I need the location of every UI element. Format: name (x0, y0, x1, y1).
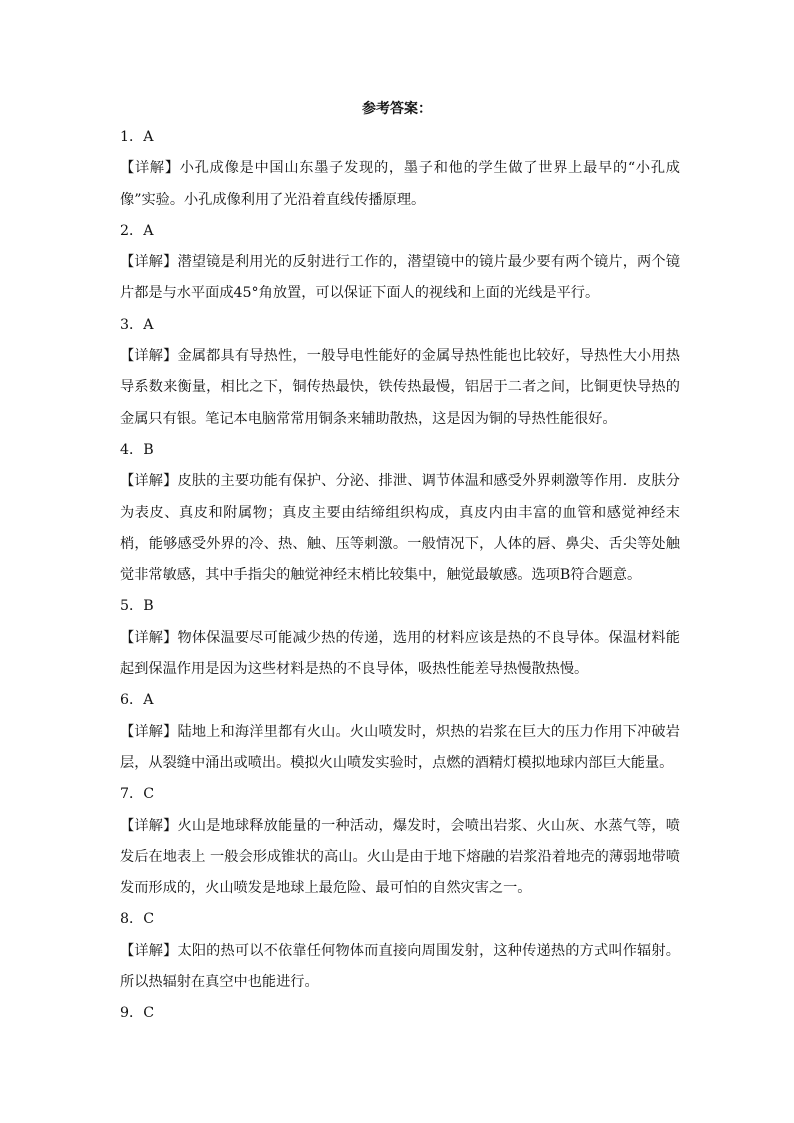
answer-item (120, 998, 680, 1029)
question-number: 9．C (120, 1005, 155, 1022)
explanation-text: 金属都具有导热性，一般导电性能好的金属导热性能也比较好，导热性大小用热导系数来衡量，相比之下，铜传热最快，铁传热最慢，铝居于二者之间，比铜更快导热的金属只有银。笔记本电脑常常用铜条来辅助散热，这是因为铜的导热性能很好。 (120, 348, 680, 427)
explanation-tag: 【详解】 (120, 348, 178, 365)
explanation-tag: 【详解】 (120, 942, 178, 959)
explanation (120, 811, 680, 905)
explanation (120, 153, 680, 216)
question-number: 8．C (120, 911, 155, 928)
question-number: 4．B (120, 441, 154, 458)
answer-item (120, 779, 680, 904)
answer-item (120, 435, 680, 591)
explanation-text: 陆地上和海洋里都有火山。火山喷发时，炽热的岩浆在巨大的压力作用下冲破岩层，从裂缝中涌出或喷出。模拟火山喷发实验时，点燃的酒精灯模拟地球内部巨大能量。 (120, 723, 680, 771)
explanation-tag: 【详解】 (120, 473, 178, 490)
answer-item (120, 685, 680, 779)
explanation (120, 341, 680, 435)
explanation-text: 太阳的热可以不依靠任何物体而直接向周围发射，这种传递热的方式叫作辐射。所以热辐射在真空中也能进行。 (120, 942, 680, 991)
explanation-tag: 【详解】 (120, 723, 178, 740)
explanation-text: 潜望镜是利用光的反射进行工作的，潜望镜中的镜片最少要有两个镜片，两个镜片都是与水平面成45°角放置，可以保证下面人的视线和上面的光线是平行。 (120, 254, 680, 302)
question-number: 3．A (120, 316, 154, 333)
explanation-tag: 【详解】 (120, 160, 180, 177)
explanation (120, 247, 680, 310)
page-title: 参考答案： (362, 101, 432, 117)
explanation-text: 小孔成像是中国山东墨子发现的，墨子和他的学生做了世界上最早的“小孔成像”实验。小孔成像利用了光沿着直线传播原理。 (120, 160, 680, 208)
answer-item (120, 310, 680, 435)
explanation (120, 717, 680, 780)
explanation (120, 936, 680, 999)
question-number: 5．B (120, 598, 154, 615)
explanation-tag: 【详解】 (120, 254, 178, 271)
answer-list (120, 122, 680, 1030)
question-number: 7．C (120, 786, 155, 803)
explanation (120, 466, 680, 591)
answer-item (120, 122, 680, 216)
explanation-text: 物体保温要尽可能减少热的传递，选用的材料应该是热的不良导体。保温材料能起到保温作用是因为这些材料是热的不良导体，吸热性能差导热慢散热慢。 (120, 629, 680, 678)
question-number: 6．A (120, 692, 154, 709)
question-number: 2．A (120, 222, 154, 239)
answer-item (120, 904, 680, 998)
explanation (120, 623, 680, 686)
answer-item (120, 591, 680, 685)
explanation-text: 皮肤的主要功能有保护、分泌、排泄、调节体温和感受外界刺激等作用．皮肤分为表皮、真皮和附属物；真皮主要由结缔组织构成，真皮内由丰富的血管和感觉神经末梢，能够感受外界的冷、热、触、压等刺激。一般情况下，人体的唇、鼻尖、舌尖等处触觉非常敏感，其中手指尖的触觉神经末梢比较集中，触觉最敏感。选项B符合题意。 (120, 473, 680, 584)
explanation-tag: 【详解】 (120, 629, 178, 646)
question-number: 1．A (120, 129, 154, 145)
explanation-text: 火山是地球释放能量的一种活动，爆发时，会喷出岩浆、火山灰、水蒸气等，喷发后在地表上 一般会形成锥状的高山。火山是由于地下熔融的岩浆沿着地壳的薄弱地带喷发而形成的，火山喷发是地球上最危险、最可怕的自然灾害之一。 (120, 817, 680, 897)
answer-item (120, 216, 680, 310)
explanation-tag: 【详解】 (120, 817, 178, 834)
